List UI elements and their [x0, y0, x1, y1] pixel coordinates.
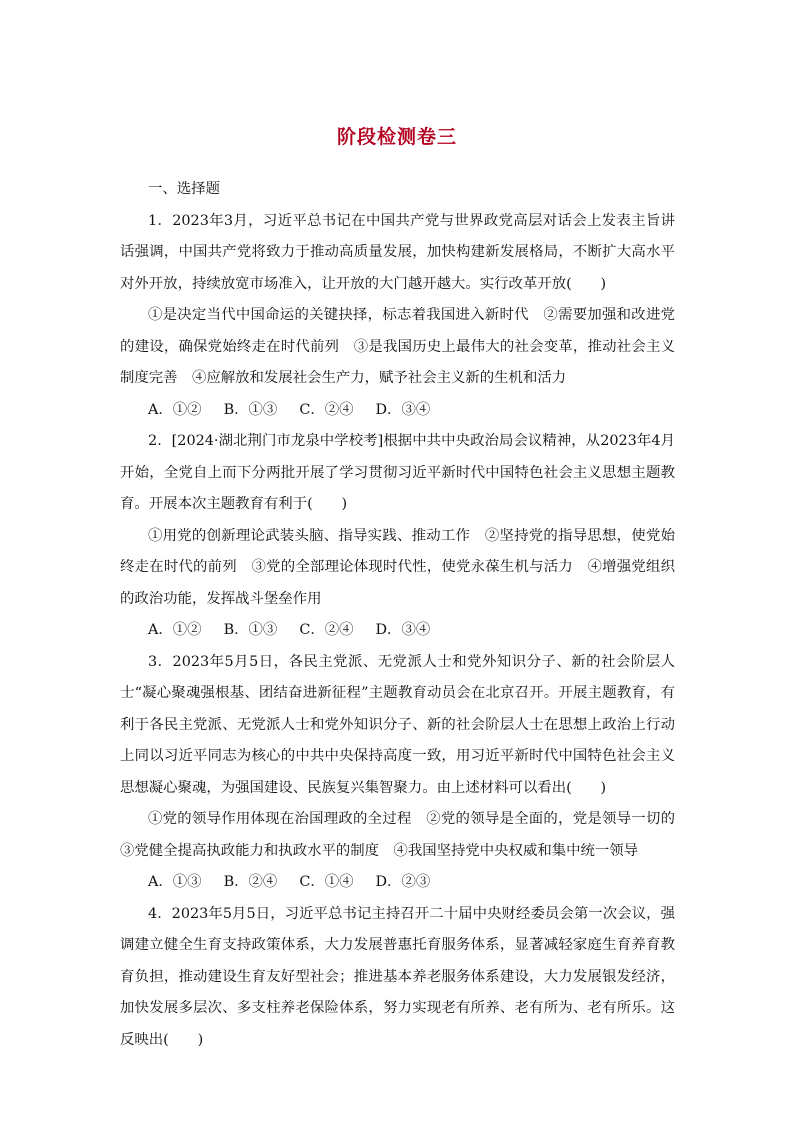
option-b: B．①③	[223, 622, 278, 638]
question-1-stem: 1．2023年3月，习近平总书记在中国共产党与世界政党高层对话会上发表主旨讲话强调，中国共产党将致力于推动高质量发展，加快构建新发展格局，不断扩大高水平对外开放，持续放宽市场准入，让开放的大门越开越大。实行改革开放( )	[120, 212, 675, 292]
question-2-statements: ①用党的创新理论武装头脑、指导实践、推动工作 ②坚持党的指导思想，使党始终走在时代的前列 ③党的全部理论体现时代性，使党永葆生机与活力 ④增强党组织的政治功能，发挥战斗堡垒作用	[120, 527, 675, 607]
option-a: A．①②	[148, 401, 202, 418]
question-1-statements: ①是决定当代中国命运的关键抉择，标志着我国进入新时代 ②需要加强和改进党的建设，确保党始终走在时代前列 ③是我国历史上最伟大的社会变革，推动社会主义制度完善 ④应解放和发展社会生产力，赋予社会主义新的生机和活力	[120, 307, 675, 386]
question-1-options	[120, 395, 675, 427]
option-a: A．①③	[148, 874, 202, 890]
option-d: D．③④	[375, 401, 431, 418]
option-c: C．②④	[299, 622, 354, 638]
option-b: B．②④	[223, 874, 278, 890]
question-2-stem: 2．[2024·湖北荆门市龙泉中学校考]根据中共中央政治局会议精神，从2023年4月开始，全党自上而下分两批开展了学习贯彻习近平新时代中国特色社会主义思想主题教育。开展本次主题教育有利于( )	[120, 433, 675, 512]
question-list	[120, 174, 690, 1056]
question-4-stem: 4．2023年5月5日，习近平总书记主持召开二十届中央财经委员会第一次会议，强调建立健全生育支持政策体系，大力发展普惠托育服务体系，显著减轻家庭生育养育教育负担，推动建设生育友好型社会；推进基本养老服务体系建设，大力发展银发经济，加快发展多层次、多支柱养老保险体系，努力实现老有所养、老有所为、老有所乐。这反映出( )	[120, 905, 675, 1048]
option-b: B．①③	[223, 401, 278, 418]
section-heading: 一、选择题	[148, 181, 220, 197]
option-c: C．②④	[299, 401, 354, 418]
question-3-stem: 3．2023年5月5日，各民主党派、无党派人士和党外知识分子、新的社会阶层人士“凝心聚魂强根基、团结奋进新征程”主题教育动员会在北京召开。开展主题教育，有利于各民主党派、无党派人士和党外知识分子、新的社会阶层人士在思想上政治上行动上同以习近平同志为核心的中共中央保持高度一致，用习近平新时代中国特色社会主义思想凝心聚魂，为强国建设、民族复兴集智聚力。由上述材料可以看出( )	[120, 653, 675, 796]
question-3-statements: ①党的领导作用体现在治国理政的全过程 ②党的领导是全面的，党是领导一切的 ③党健全提高执政能力和执政水平的制度 ④我国坚持党中央权威和集中统一领导	[120, 811, 690, 859]
option-c: C．①④	[299, 874, 354, 890]
option-a: A．①②	[148, 622, 202, 638]
option-d: D．②③	[375, 874, 431, 890]
question-2-options	[120, 615, 675, 647]
page-title: 阶段检测卷三	[336, 126, 457, 148]
question-3-options	[120, 867, 675, 899]
option-d: D．③④	[375, 622, 431, 638]
